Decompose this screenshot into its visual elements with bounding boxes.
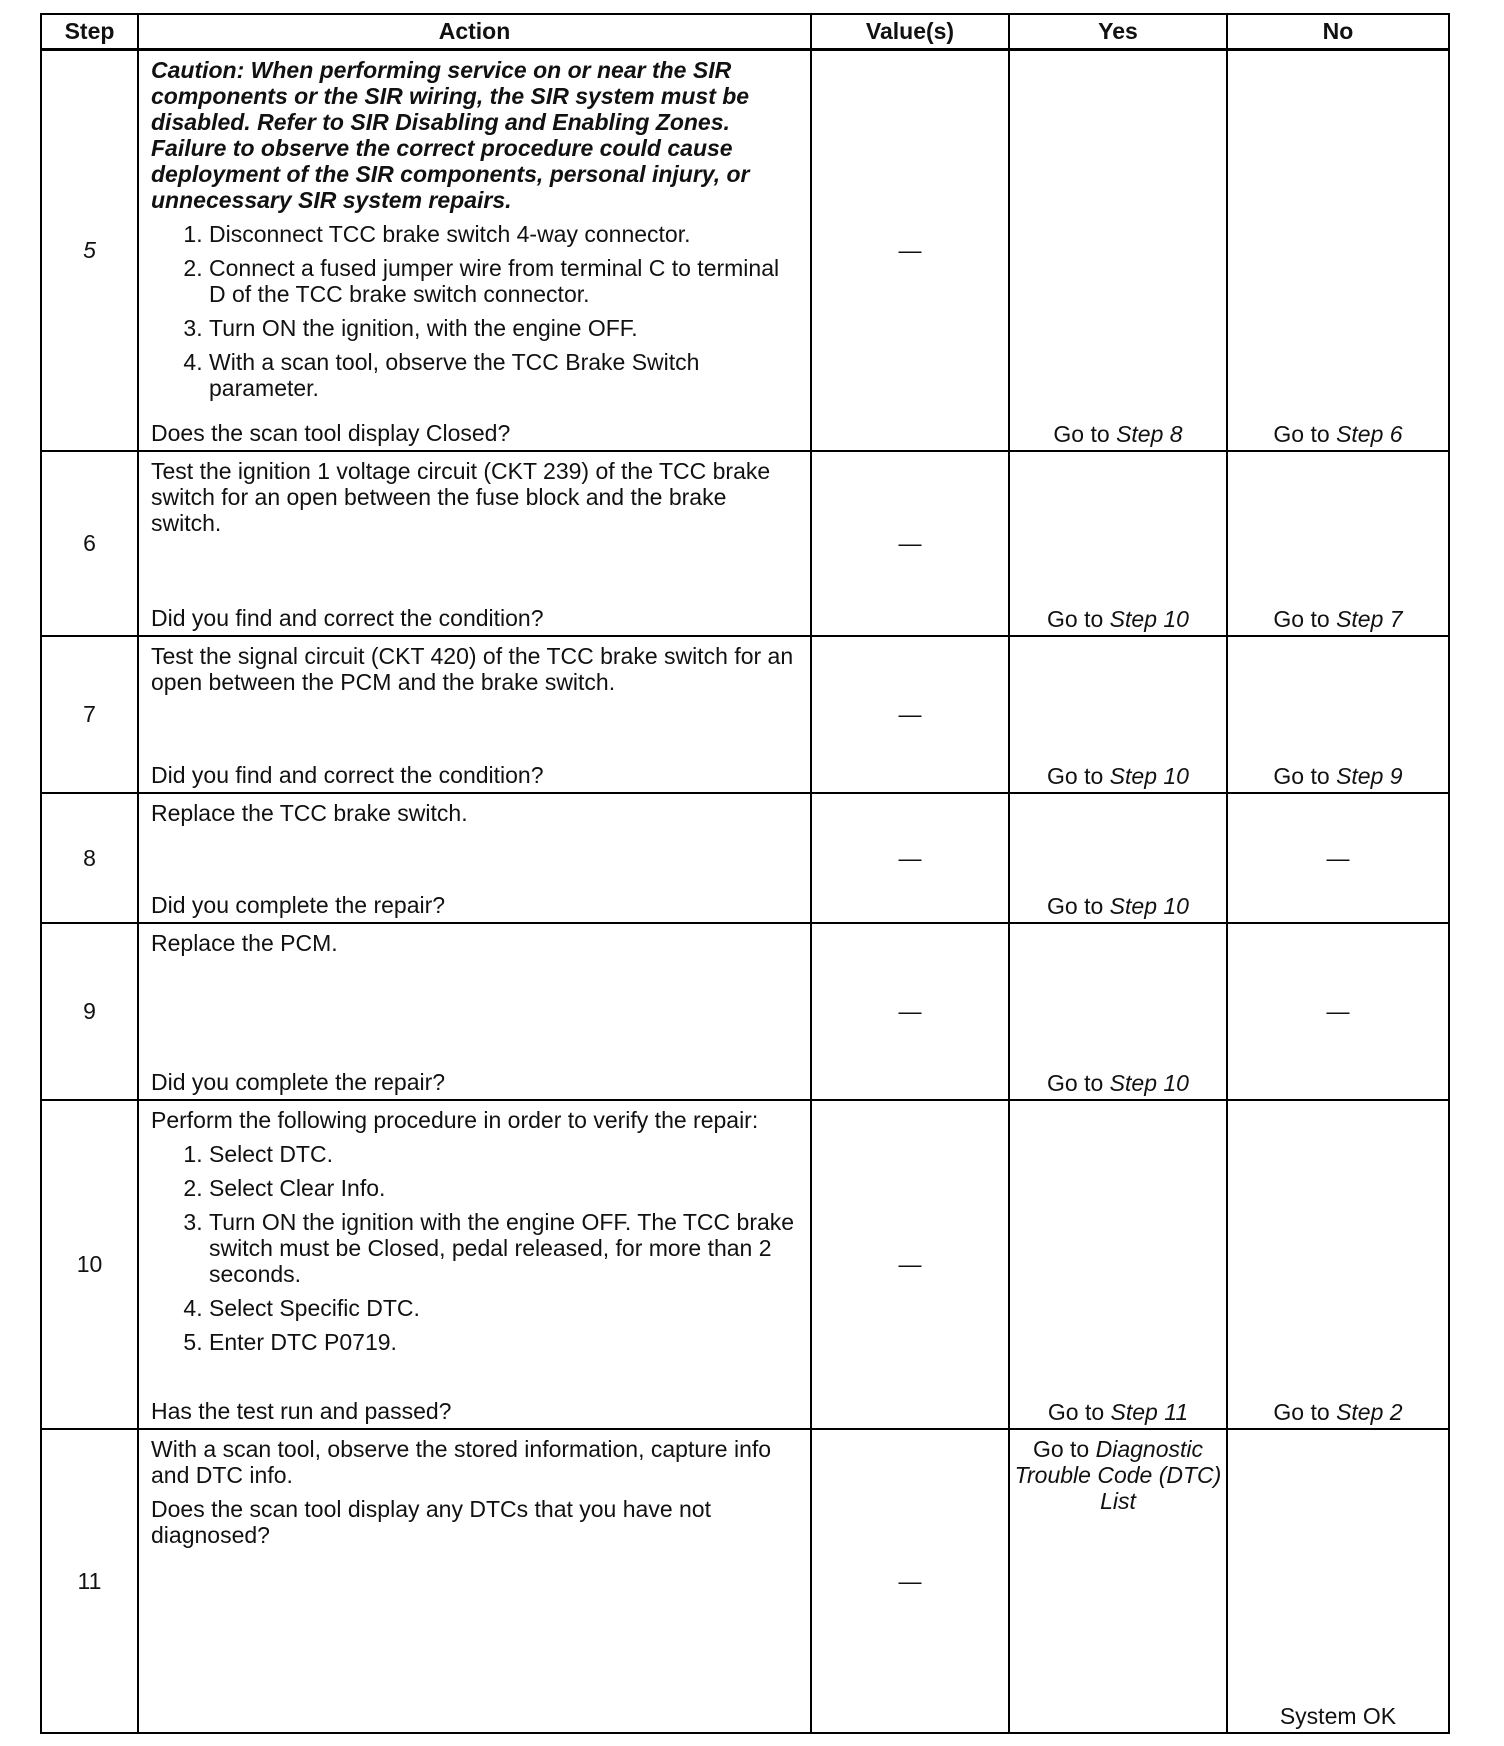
goto-step-link[interactable]: Step 6	[1336, 421, 1403, 447]
step-number	[41, 50, 138, 452]
no-cell	[1227, 923, 1449, 1100]
value-dash: —	[898, 844, 922, 871]
no-cell	[1227, 793, 1449, 923]
goto-prefix: Go to	[1047, 763, 1104, 789]
goto-prefix: Go to	[1047, 893, 1104, 919]
yes-goto[interactable]	[1010, 421, 1226, 448]
yes-goto[interactable]	[1010, 606, 1226, 633]
value-dash: —	[898, 998, 922, 1024]
value-cell	[811, 451, 1009, 636]
yes-goto[interactable]	[1010, 893, 1226, 920]
yes-cell	[1009, 636, 1227, 793]
question-text: Did you find and correct the condition?	[151, 605, 544, 631]
table-row-step-11	[41, 1429, 1449, 1733]
value-cell	[811, 636, 1009, 793]
step-number: 9	[41, 923, 138, 1100]
goto-step-link[interactable]: Step 10	[1109, 893, 1189, 919]
list-item: 4. With a scan tool, observe the TCC Brake Switch parameter.	[209, 349, 800, 401]
goto-step-link[interactable]: Step 11	[1110, 1399, 1189, 1425]
goto-prefix: Go to	[1273, 421, 1330, 447]
list-item: 5. Enter DTC P0719.	[209, 1329, 800, 1355]
list-item: 3. Turn ON the ignition, with the engine OFF.	[209, 315, 800, 341]
list-item: 1. Disconnect TCC brake switch 4-way connector.	[209, 221, 800, 247]
step-number: 11	[41, 1429, 138, 1733]
diagnostic-table	[40, 13, 1450, 1734]
goto-step-link[interactable]: Step 10	[1109, 606, 1189, 632]
yes-goto[interactable]	[1010, 1399, 1226, 1426]
no-goto[interactable]	[1228, 606, 1448, 633]
no-dash: —	[1326, 998, 1350, 1024]
value-cell	[811, 1100, 1009, 1429]
value-dash: —	[898, 530, 922, 556]
no-goto[interactable]	[1228, 763, 1448, 790]
goto-step-link[interactable]: Step 10	[1109, 1070, 1189, 1096]
question-text: Does the scan tool display any DTCs that you have not diagnosed?	[151, 1496, 711, 1548]
goto-step-link[interactable]: Step 2	[1336, 1399, 1403, 1425]
list-item: 2. Connect a fused jumper wire from terminal C to terminal D of the TCC brake switch connector.	[209, 255, 800, 307]
no-cell	[1227, 1100, 1449, 1429]
question-text: Has the test run and passed?	[151, 1398, 452, 1424]
no-cell	[1227, 50, 1449, 452]
yes-cell	[1009, 1100, 1227, 1429]
value-cell	[811, 793, 1009, 923]
table-row-step-10	[41, 1100, 1449, 1429]
goto-prefix: Go to	[1047, 1070, 1104, 1096]
no-dash: —	[1326, 844, 1350, 871]
action-text: Test the signal circuit (CKT 420) of the TCC brake switch for an open between the PCM and the brake switch.	[151, 643, 794, 695]
caution-text: Caution: When performing service on or near the SIR components or the SIR wiring, the SIR system must be disabled. Refer to SIR Disabling and Enabling Zones. Failure to observe the correct procedure could cause deployment of the SIR components, personal injury, or unnecessary SIR system repairs.	[151, 57, 750, 213]
goto-step-link[interactable]: Step 7	[1336, 606, 1403, 632]
yes-goto[interactable]	[1010, 763, 1226, 790]
header-step: Step	[41, 14, 138, 50]
yes-goto[interactable]	[1010, 1070, 1226, 1097]
table-row-step-9	[41, 923, 1449, 1100]
value-dash: —	[898, 701, 922, 727]
procedure-list	[151, 221, 800, 401]
no-cell	[1227, 451, 1449, 636]
goto-prefix: Go to	[1273, 763, 1330, 789]
yes-goto[interactable]	[1010, 1430, 1226, 1514]
no-goto[interactable]	[1228, 421, 1448, 448]
system-ok-text: System OK	[1279, 1703, 1397, 1729]
goto-step-link[interactable]: Step 10	[1109, 763, 1189, 789]
value-dash: —	[898, 1251, 922, 1277]
question-text: Did you complete the repair?	[151, 1069, 446, 1095]
action-cell	[138, 793, 811, 923]
question-text: Did you find and correct the condition?	[151, 762, 544, 788]
goto-prefix: Go to	[1047, 606, 1104, 632]
value-cell	[811, 50, 1009, 452]
value-cell	[811, 923, 1009, 1100]
list-item: 3. Turn ON the ignition with the engine OFF. The TCC brake switch must be Closed, pedal released, for more than 2 seconds.	[209, 1209, 800, 1287]
value-cell	[811, 1429, 1009, 1733]
action-text: Replace the TCC brake switch.	[151, 800, 468, 826]
step-number: 6	[41, 451, 138, 636]
list-item: 1. Select DTC.	[209, 1141, 800, 1167]
goto-prefix: Go to	[1053, 421, 1110, 447]
header-no: No	[1227, 14, 1449, 50]
goto-step-link[interactable]: Step 8	[1116, 421, 1183, 447]
goto-step-link[interactable]: Step 9	[1336, 763, 1403, 789]
table-row-step-5	[41, 50, 1449, 452]
yes-cell	[1009, 793, 1227, 923]
header-yes: Yes	[1009, 14, 1227, 50]
yes-cell	[1009, 923, 1227, 1100]
action-cell	[138, 50, 811, 452]
goto-prefix: Go to	[1047, 1399, 1105, 1425]
list-item: 2. Select Clear Info.	[209, 1175, 800, 1201]
step-number: 8	[41, 793, 138, 923]
step-number-text: 5	[83, 237, 96, 263]
no-cell	[1227, 636, 1449, 793]
action-cell	[138, 636, 811, 793]
procedure-list	[151, 1141, 800, 1355]
goto-prefix: Go to	[1273, 606, 1330, 632]
question-text: Does the scan tool display Closed?	[151, 420, 511, 446]
action-cell	[138, 1100, 811, 1429]
action-text: Perform the following procedure in order to verify the repair:	[151, 1107, 759, 1133]
action-text: Replace the PCM.	[151, 930, 338, 956]
list-item: 4. Select Specific DTC.	[209, 1295, 800, 1321]
action-cell	[138, 923, 811, 1100]
action-cell	[138, 1429, 811, 1733]
value-dash: —	[898, 1567, 922, 1594]
yes-cell	[1009, 451, 1227, 636]
goto-dtc-list-link[interactable]: Diagnostic Trouble Code (DTC) List	[1014, 1436, 1222, 1514]
value-dash: —	[898, 237, 922, 263]
step-number: 10	[41, 1100, 138, 1429]
goto-prefix: Go to	[1273, 1399, 1330, 1425]
question-text: Did you complete the repair?	[151, 892, 446, 918]
table-row-step-8	[41, 793, 1449, 923]
yes-cell	[1009, 1429, 1227, 1733]
step-number: 7	[41, 636, 138, 793]
goto-prefix: Go to	[1032, 1436, 1090, 1462]
header-values: Value(s)	[811, 14, 1009, 50]
table-row-step-6	[41, 451, 1449, 636]
header-row	[41, 14, 1449, 50]
no-goto[interactable]	[1228, 1399, 1448, 1426]
yes-cell	[1009, 50, 1227, 452]
no-cell	[1227, 1429, 1449, 1733]
action-cell	[138, 451, 811, 636]
action-text: With a scan tool, observe the stored information, capture info and DTC info.	[151, 1436, 772, 1488]
header-action: Action	[138, 14, 811, 50]
action-text: Test the ignition 1 voltage circuit (CKT 239) of the TCC brake switch for an open between the fuse block and the brake switch.	[151, 458, 771, 536]
table-row-step-7	[41, 636, 1449, 793]
